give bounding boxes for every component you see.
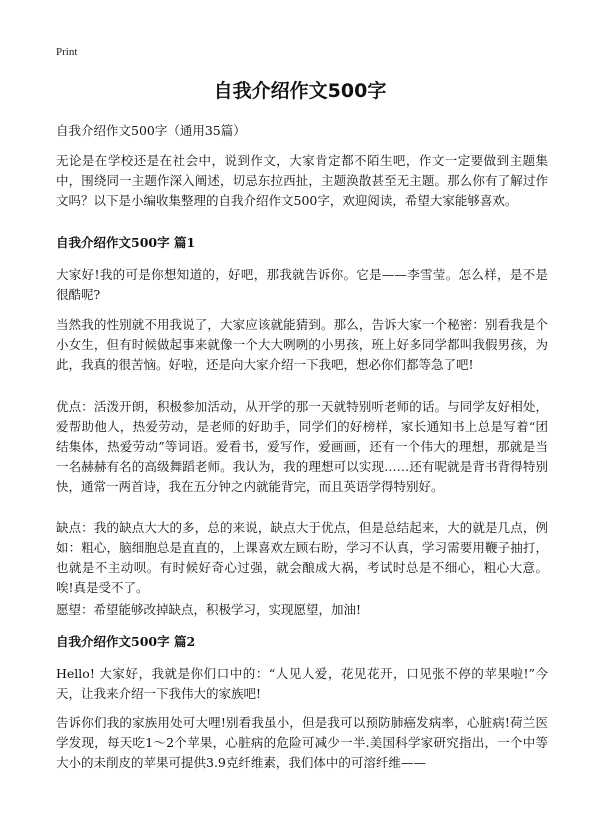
paragraph-text: 愿望：希望能够改掉缺点，积极学习，实现愿望，加油! (56, 602, 362, 617)
paragraph-text: 缺点：我的缺点大大的多，总的来说，缺点大于优点，但是总结起来，大的就是几点，例如：粗心，脑细胞总是直直的，上课喜欢左顾右盼，学习不认真，学习需要用鞭子抽打，也就是不主动呗。有时候好奇心过强，就会酿成大祸，考试时总是不细心，粗心大意。唉!真是受不了。 (56, 520, 548, 595)
paragraph (56, 713, 548, 773)
paragraph-text: 告诉你们我的家族用处可大哩!别看我虽小，但是我可以预防肺癌发病率，心脏病!荷兰医学发现，每天吃1～2个苹果，心脏病的危险可减少一半.美国科学家研究指出，一个中等大小的未削皮的苹果可提供3.9克纤维素，我们体中的可溶纤维—— (56, 715, 548, 770)
paragraph-text: 当然我的性别就不用我说了，大家应该就能猜到。那么，告诉大家一个秘密：别看我是个小女生，但有时候做起事来就像一个大大咧咧的小男孩，班上好多同学都叫我假男孩，为此，我真的很苦恼。好啦，还是向大家介绍一下我吧，想必你们都等急了吧! (56, 317, 548, 372)
paragraph-text: 大家好!我的可是你想知道的，好吧，那我就告诉你。它是——李雪莹。怎么样，是不是很酷呢? (56, 267, 548, 302)
paragraph (56, 315, 548, 375)
section-heading: 自我介绍作文500字 篇2 (56, 634, 196, 649)
paragraph-text: 优点：活泼开朗，积极参加活动，从开学的那一天就特别听老师的话。与同学友好相处，爱帮助他人，热爱劳动，是老师的好助手，同学们的好榜样，家长通知书上总是写着“团结集体，热爱劳动”等词语。爱看书，爱写作，爱画画，还有一个伟大的理想，那就是当一名赫赫有名的高级舞蹈老师。我认为，我的理想可以实现……还有呢就是背书背得特别快，通常一两首诗，我在五分钟之内就能背完，而且英语学得特别好。 (56, 399, 548, 494)
paragraph (56, 397, 548, 497)
intro-text: 无论是在学校还是在社会中，说到作文，大家肯定都不陌生吧，作文一定要做到主题集中，围绕同一主题作深入阐述，切忌东拉西扯，主题涣散甚至无主题。那么你有了解过作文吗？以下是小编收集整理的自我介绍作文500字，欢迎阅读，希望大家能够喜欢。 (56, 153, 548, 208)
page-title: 自我介绍作文500字 (213, 80, 387, 102)
paragraph-text: Hello! 大家好，我就是你们口中的：“人见人爱，花见花开，口见张不停的苹果啦!”今天，让我来介绍一下我伟大的家族吧! (56, 666, 548, 701)
intro-paragraph (56, 151, 548, 211)
paragraph (56, 265, 548, 305)
document-subtitle (56, 121, 548, 141)
print-link[interactable]: Print (56, 46, 78, 58)
subtitle-text: 自我介绍作文500字（通用35篇） (56, 123, 246, 138)
paragraph (56, 664, 548, 704)
section-heading: 自我介绍作文500字 篇1 (56, 235, 196, 250)
paragraph (56, 518, 548, 598)
paragraph (56, 600, 548, 620)
